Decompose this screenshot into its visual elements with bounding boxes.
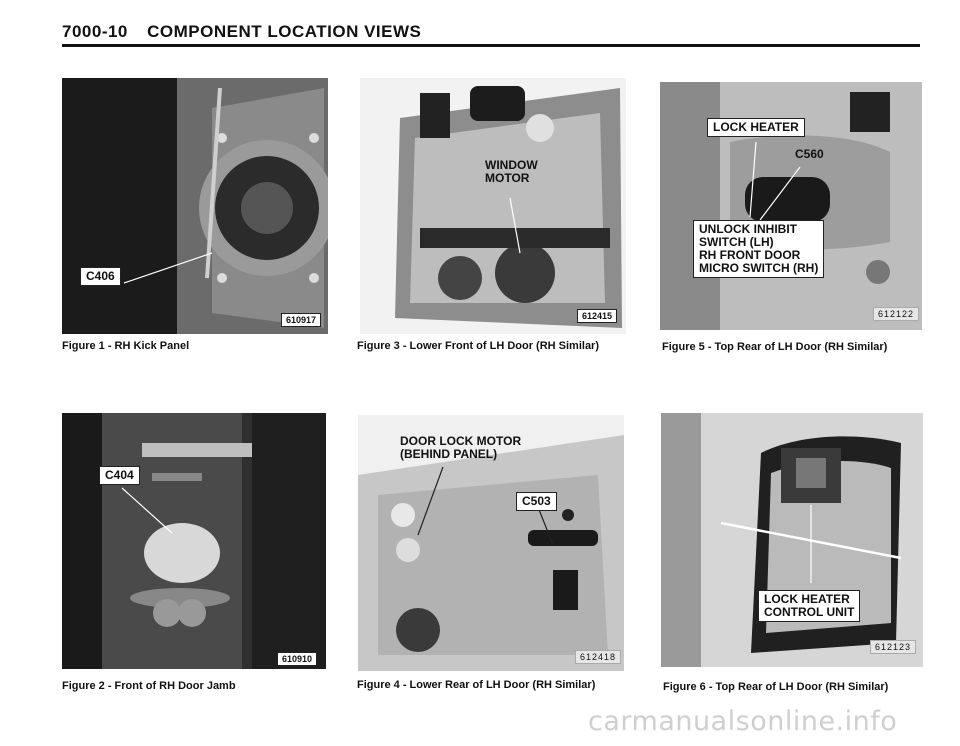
figure-1-photo	[62, 78, 328, 334]
figure-2-photo	[62, 413, 326, 669]
figure-3-photo-id: 612415	[577, 309, 617, 323]
figure-4-photo-id: 612418	[575, 650, 621, 664]
figure-6-callout-lock-heater-control-unit: LOCK HEATER CONTROL UNIT	[758, 590, 860, 622]
page-header	[62, 22, 421, 42]
figure-6-photo	[661, 413, 923, 667]
watermark: carmanualsonline.info	[588, 706, 898, 737]
page-title: COMPONENT LOCATION VIEWS	[147, 22, 422, 41]
figure-6-caption: Figure 6 - Top Rear of LH Door (RH Similar)	[663, 681, 889, 693]
figure-4-callout-door-lock-motor: DOOR LOCK MOTOR (BEHIND PANEL)	[400, 434, 522, 461]
header-rule	[62, 44, 920, 47]
figure-6-photo-id: 612123	[870, 640, 916, 654]
figure-2-caption: Figure 2 - Front of RH Door Jamb	[62, 680, 236, 692]
figure-5-callout-c560: C560	[795, 147, 824, 161]
figure-5-callout-lock-heater: LOCK HEATER	[707, 118, 805, 137]
figure-3-callout-window-motor: WINDOW MOTOR	[485, 158, 538, 185]
figure-4-caption: Figure 4 - Lower Rear of LH Door (RH Similar)	[357, 679, 596, 691]
figure-5-callout-unlock-inhibit: UNLOCK INHIBIT SWITCH (LH) RH FRONT DOOR MICRO SWITCH (RH)	[693, 220, 824, 278]
figure-3-caption: Figure 3 - Lower Front of LH Door (RH Similar)	[357, 340, 599, 352]
figure-1-photo-id: 610917	[281, 313, 321, 327]
figure-2-callout-c404: C404	[99, 466, 140, 485]
figure-5-photo-id: 612122	[873, 307, 919, 321]
figure-2-photo-id: 610910	[277, 652, 317, 666]
figure-3-photo	[360, 78, 626, 334]
page-number: 7000-10	[62, 22, 128, 41]
figure-4-callout-c503: C503	[516, 492, 557, 511]
figure-1-callout-c406: C406	[80, 267, 121, 286]
figure-5-caption: Figure 5 - Top Rear of LH Door (RH Similar)	[662, 341, 888, 353]
figure-1-caption: Figure 1 - RH Kick Panel	[62, 340, 190, 352]
